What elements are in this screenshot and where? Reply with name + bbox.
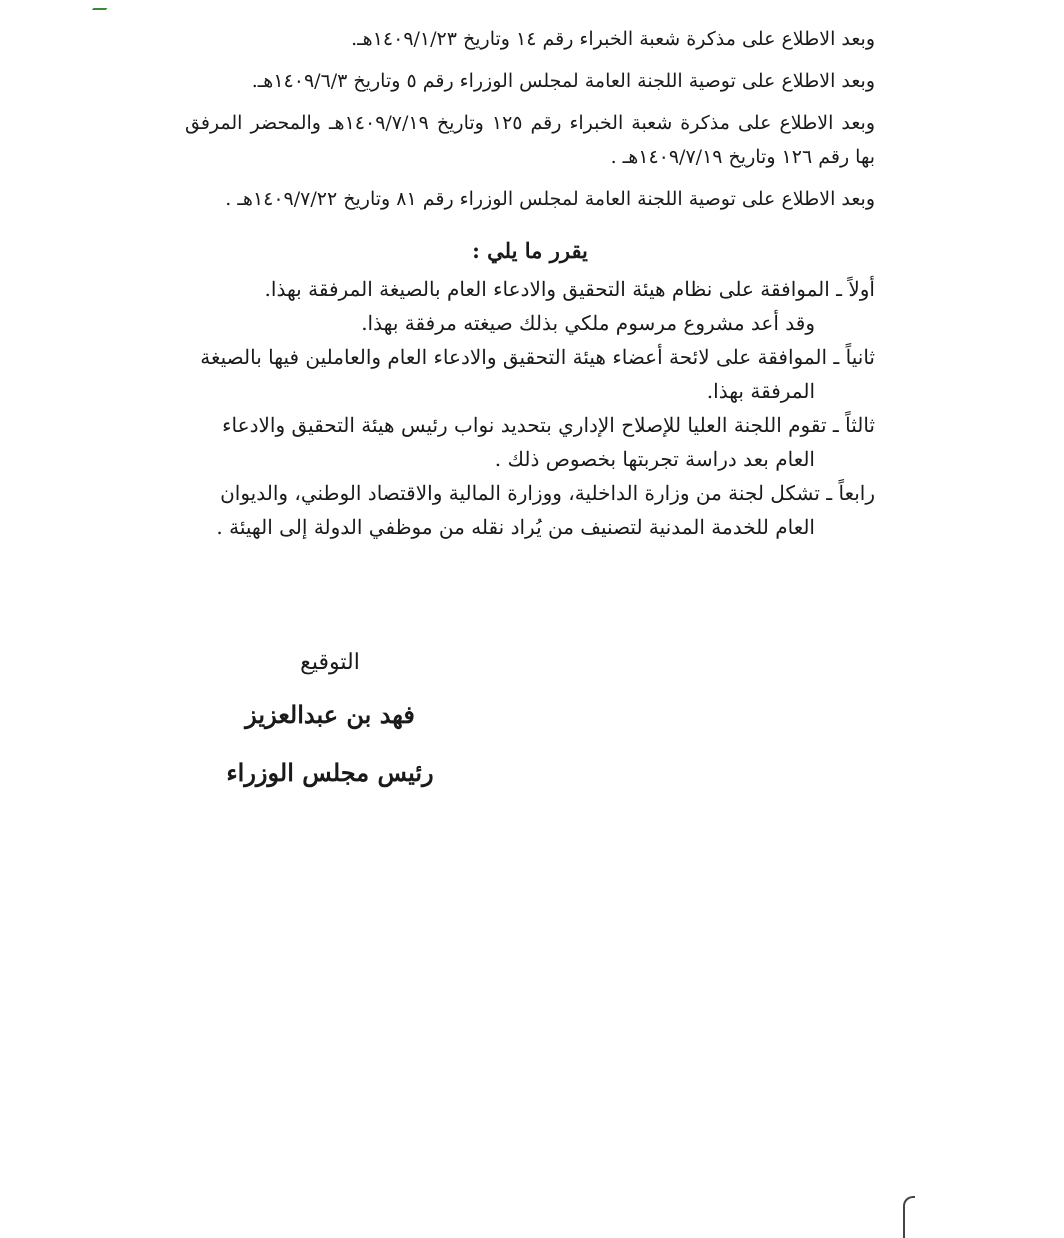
resolution-item-1-note: وقد أعد مشروع مرسوم ملكي بذلك صيغته مرفقة بهذا.	[361, 311, 815, 335]
preamble-paragraph-2: وبعد الاطلاع على توصية اللجنة العامة لمجلس الوزراء رقم ٥ وتاريخ ١٤٠٩/٦/٣هـ.	[251, 70, 875, 92]
corner-mark	[92, 0, 114, 10]
resolution-item-1: أولاً ـ الموافقة على نظام هيئة التحقيق والادعاء العام بالصيغة المرفقة بهذا.	[264, 277, 875, 301]
binding-mark	[903, 1196, 915, 1238]
signature-label: التوقيع	[300, 650, 360, 675]
resolution-item-2: ثانياً ـ الموافقة على لائحة أعضاء هيئة التحقيق والادعاء العام والعاملين فيها بالصيغة المرفقة بهذا.	[200, 345, 875, 403]
document-body	[185, 22, 875, 544]
signatory-title: رئيس مجلس الوزراء	[226, 758, 434, 787]
preamble-paragraph-4: وبعد الاطلاع على توصية اللجنة العامة لمجلس الوزراء رقم ٨١ وتاريخ ١٤٠٩/٧/٢٢هـ .	[225, 188, 875, 210]
preamble-paragraph-1: وبعد الاطلاع على مذكرة شعبة الخبراء رقم ١٤ وتاريخ ١٤٠٩/١/٢٣هـ.	[351, 28, 875, 50]
preamble-paragraph-3: وبعد الاطلاع على مذكرة شعبة الخبراء رقم ١٢٥ وتاريخ ١٤٠٩/٧/١٩هـ والمحضر المرفق بها رقم ١٢٦ وتاريخ ١٤٠٩/٧/١٩هـ .	[185, 112, 875, 168]
resolution-item-3: ثالثاً ـ تقوم اللجنة العليا للإصلاح الإداري بتحديد نواب رئيس هيئة التحقيق والادعاء العام بعد دراسة تجربتها بخصوص ذلك .	[222, 413, 875, 471]
resolution-item-4: رابعاً ـ تشكل لجنة من وزارة الداخلية، ووزارة المالية والاقتصاد الوطني، والديوان العام للخدمة المدنية لتصنيف من يُراد نقله من موظفي الدولة إلى الهيئة .	[216, 481, 875, 539]
resolution-heading: يقرر ما يلي :	[472, 238, 588, 263]
signature-block	[200, 645, 460, 791]
signatory-name: فهد بن عبدالعزيز	[245, 700, 415, 729]
